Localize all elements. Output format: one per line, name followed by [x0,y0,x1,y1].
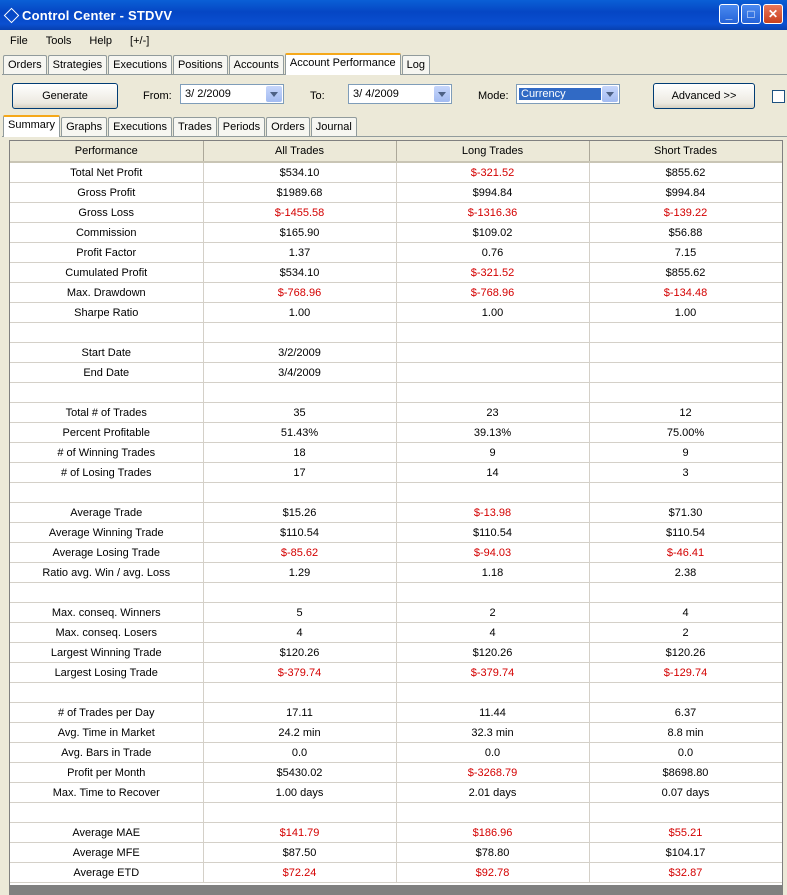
chevron-down-icon[interactable] [602,86,618,102]
metric-value: $-139.22 [589,203,782,223]
column-header[interactable]: All Trades [203,141,396,162]
subtab-trades[interactable]: Trades [173,117,217,137]
metric-value: 9 [589,443,782,463]
metric-value: $534.10 [203,263,396,283]
metric-value [589,343,782,363]
metric-value [396,343,589,363]
table-row [10,683,782,703]
subtab-journal[interactable]: Journal [311,117,357,137]
table-row [10,403,782,423]
maximize-button[interactable]: □ [741,4,761,24]
metric-label: Largest Losing Trade [10,663,203,683]
metric-value [589,803,782,823]
mode-value: Currency [519,88,601,100]
metric-value: 2.01 days [396,783,589,803]
sub-tab-panel-border [2,136,787,137]
table-body [10,162,782,883]
metric-value: $186.96 [396,823,589,843]
metric-value: $110.54 [203,523,396,543]
metric-value: $-768.96 [396,283,589,303]
metric-value: $-1316.36 [396,203,589,223]
table-row [10,603,782,623]
metric-value: 51.43% [203,423,396,443]
metric-label: Max. Time to Recover [10,783,203,803]
metric-value: 4 [589,603,782,623]
metric-value: $8698.80 [589,763,782,783]
table-row [10,162,782,183]
metric-value: $165.90 [203,223,396,243]
metric-label [10,583,203,603]
table-row [10,463,782,483]
metric-value: $104.17 [589,843,782,863]
table-row [10,203,782,223]
metric-label: Percent Profitable [10,423,203,443]
metric-label: Sharpe Ratio [10,303,203,323]
metric-value: $92.78 [396,863,589,883]
metric-value [589,683,782,703]
metric-value: 2.38 [589,563,782,583]
metric-value [396,383,589,403]
metric-value: 0.0 [396,743,589,763]
table-row [10,423,782,443]
metric-value: $-134.48 [589,283,782,303]
subtab-graphs[interactable]: Graphs [61,117,107,137]
metric-value [396,483,589,503]
from-date-value: 3/ 2/2009 [185,88,231,100]
metric-value [203,803,396,823]
metric-value [396,683,589,703]
metric-label [10,383,203,403]
metric-value: $55.21 [589,823,782,843]
metric-value: $141.79 [203,823,396,843]
mode-select[interactable] [516,84,620,104]
metric-value: $-379.74 [203,663,396,683]
window-title: Control Center - STDVV [22,7,173,23]
metric-value: 1.29 [203,563,396,583]
tab-accounts[interactable]: Accounts [229,55,284,75]
grid-bottom-edge [9,885,783,895]
table-row [10,623,782,643]
table-row [10,383,782,403]
mode-label: Mode: [478,90,509,102]
metric-value: $120.26 [203,643,396,663]
metric-value: 8.8 min [589,723,782,743]
metric-label: Average MAE [10,823,203,843]
metric-label: # of Winning Trades [10,443,203,463]
metric-label: Ratio avg. Win / avg. Loss [10,563,203,583]
table-row [10,323,782,343]
metric-value: $-13.98 [396,503,589,523]
performance-grid[interactable] [9,140,783,887]
metric-value: 3/2/2009 [203,343,396,363]
option-checkbox[interactable] [772,90,785,103]
metric-label: Average Winning Trade [10,523,203,543]
metric-value: $-321.52 [396,263,589,283]
metric-label: Largest Winning Trade [10,643,203,663]
metric-value: 4 [203,623,396,643]
metric-value: 35 [203,403,396,423]
tab-orders[interactable]: Orders [3,55,47,75]
table-row [10,823,782,843]
metric-value: $110.54 [589,523,782,543]
chevron-down-icon[interactable] [266,86,282,102]
metric-value [589,323,782,343]
app-icon [4,8,18,22]
performance-table [10,141,783,883]
metric-value: 3/4/2009 [203,363,396,383]
metric-value [396,363,589,383]
metric-value: $15.26 [203,503,396,523]
metric-value: $109.02 [396,223,589,243]
metric-value: 75.00% [589,423,782,443]
metric-value: $71.30 [589,503,782,523]
title-bar [0,0,787,30]
metric-value: $-94.03 [396,543,589,563]
metric-label: Max. Drawdown [10,283,203,303]
metric-value: $-46.41 [589,543,782,563]
metric-value: 32.3 min [396,723,589,743]
metric-label: Total # of Trades [10,403,203,423]
table-row [10,863,782,883]
table-row [10,563,782,583]
metric-label [10,483,203,503]
metric-value [203,483,396,503]
metric-value: $-379.74 [396,663,589,683]
table-row [10,843,782,863]
metric-label: Cumulated Profit [10,263,203,283]
table-row [10,483,782,503]
metric-value: 0.0 [589,743,782,763]
metric-label [10,683,203,703]
menu-file[interactable]: File [10,35,28,47]
metric-value: $855.62 [589,162,782,183]
metric-value: $32.87 [589,863,782,883]
metric-label: Profit Factor [10,243,203,263]
table-row [10,763,782,783]
metric-label: # of Trades per Day [10,703,203,723]
metric-value: $-1455.58 [203,203,396,223]
metric-label: Max. conseq. Winners [10,603,203,623]
metric-value [589,363,782,383]
metric-label: Average Trade [10,503,203,523]
table-row [10,223,782,243]
to-label: To: [310,90,325,102]
metric-value: 0.76 [396,243,589,263]
column-header[interactable]: Short Trades [589,141,782,162]
table-row [10,543,782,563]
subtab-orders[interactable]: Orders [266,117,310,137]
metric-label: Profit per Month [10,763,203,783]
metric-value: 23 [396,403,589,423]
metric-label [10,323,203,343]
metric-value: $87.50 [203,843,396,863]
metric-value: 17.11 [203,703,396,723]
chevron-down-icon[interactable] [434,86,450,102]
main-tab-strip [3,55,431,75]
metric-value: $-321.52 [396,162,589,183]
metric-value [396,583,589,603]
table-row [10,503,782,523]
metric-value: 18 [203,443,396,463]
table-row [10,703,782,723]
metric-value [203,583,396,603]
metric-value: 14 [396,463,589,483]
metric-value: 2 [589,623,782,643]
subtab-executions[interactable]: Executions [108,117,172,137]
sub-tab-strip [3,117,358,137]
metric-value: 1.37 [203,243,396,263]
metric-value [396,323,589,343]
tab-positions[interactable]: Positions [173,55,228,75]
from-label: From: [143,90,172,102]
metric-label: Start Date [10,343,203,363]
metric-label: Avg. Bars in Trade [10,743,203,763]
metric-label: Commission [10,223,203,243]
table-row [10,283,782,303]
metric-value: $56.88 [589,223,782,243]
metric-value: 0.07 days [589,783,782,803]
table-row [10,303,782,323]
table-row [10,663,782,683]
metric-value [589,583,782,603]
metric-value: $994.84 [589,183,782,203]
metric-label: Average Losing Trade [10,543,203,563]
table-header-row [10,141,782,162]
metric-value: 2 [396,603,589,623]
metric-label: # of Losing Trades [10,463,203,483]
toolbar [0,76,787,114]
minimize-button[interactable]: _ [719,4,739,24]
metric-value: 1.18 [396,563,589,583]
metric-label: End Date [10,363,203,383]
table-row [10,263,782,283]
metric-label: Gross Loss [10,203,203,223]
metric-value: 4 [396,623,589,643]
metric-value [203,383,396,403]
metric-value [589,383,782,403]
table-row [10,803,782,823]
metric-value: $120.26 [396,643,589,663]
table-row [10,343,782,363]
table-row [10,583,782,603]
metric-value: $72.24 [203,863,396,883]
metric-value: 6.37 [589,703,782,723]
advanced-button[interactable]: Advanced >> [653,83,755,109]
tab-strategies[interactable]: Strategies [48,55,108,75]
metric-value: 5 [203,603,396,623]
table-row [10,643,782,663]
table-row [10,243,782,263]
metric-value: $5430.02 [203,763,396,783]
metric-value: 11.44 [396,703,589,723]
metric-value: $1989.68 [203,183,396,203]
from-date-picker[interactable] [180,84,284,104]
subtab-periods[interactable]: Periods [218,117,265,137]
window-controls [719,4,783,24]
menu-bar [0,30,787,52]
metric-value: $994.84 [396,183,589,203]
column-header[interactable]: Performance [10,141,203,162]
metric-label: Max. conseq. Losers [10,623,203,643]
table-row [10,523,782,543]
to-date-value: 3/ 4/2009 [353,88,399,100]
table-row [10,443,782,463]
metric-value [396,803,589,823]
metric-value: $120.26 [589,643,782,663]
table-row [10,363,782,383]
metric-value: 17 [203,463,396,483]
metric-label: Average MFE [10,843,203,863]
metric-value: 24.2 min [203,723,396,743]
close-button[interactable]: ✕ [763,4,783,24]
metric-value [203,683,396,703]
metric-value: $-768.96 [203,283,396,303]
metric-label [10,803,203,823]
tab-log[interactable]: Log [402,55,430,75]
metric-label: Avg. Time in Market [10,723,203,743]
menu-tools[interactable]: Tools [45,35,72,47]
to-date-picker[interactable] [348,84,452,104]
metric-value: $110.54 [396,523,589,543]
metric-value: $-129.74 [589,663,782,683]
metric-value: 1.00 [589,303,782,323]
metric-value: 12 [589,403,782,423]
metric-label: Gross Profit [10,183,203,203]
tab-account-performance[interactable]: Account Performance [285,53,401,75]
metric-value: $855.62 [589,263,782,283]
metric-value: $-3268.79 [396,763,589,783]
metric-value: 39.13% [396,423,589,443]
subtab-summary[interactable]: Summary [3,115,60,137]
table-row [10,743,782,763]
metric-value: 7.15 [589,243,782,263]
metric-value: $78.80 [396,843,589,863]
metric-value: 3 [589,463,782,483]
metric-value: 1.00 [203,303,396,323]
metric-value: 1.00 days [203,783,396,803]
menu-toggle[interactable]: [+/-] [130,35,150,47]
metric-value: $-85.62 [203,543,396,563]
menu-help[interactable]: Help [89,35,113,47]
generate-button[interactable]: Generate [12,83,118,109]
metric-label: Average ETD [10,863,203,883]
metric-value: 0.0 [203,743,396,763]
metric-value: 1.00 [396,303,589,323]
metric-value [589,483,782,503]
metric-value [203,323,396,343]
table-row [10,783,782,803]
metric-value: 9 [396,443,589,463]
metric-value: $534.10 [203,162,396,183]
column-header[interactable]: Long Trades [396,141,589,162]
table-row [10,183,782,203]
tab-executions[interactable]: Executions [108,55,172,75]
metric-label: Total Net Profit [10,162,203,183]
table-row [10,723,782,743]
